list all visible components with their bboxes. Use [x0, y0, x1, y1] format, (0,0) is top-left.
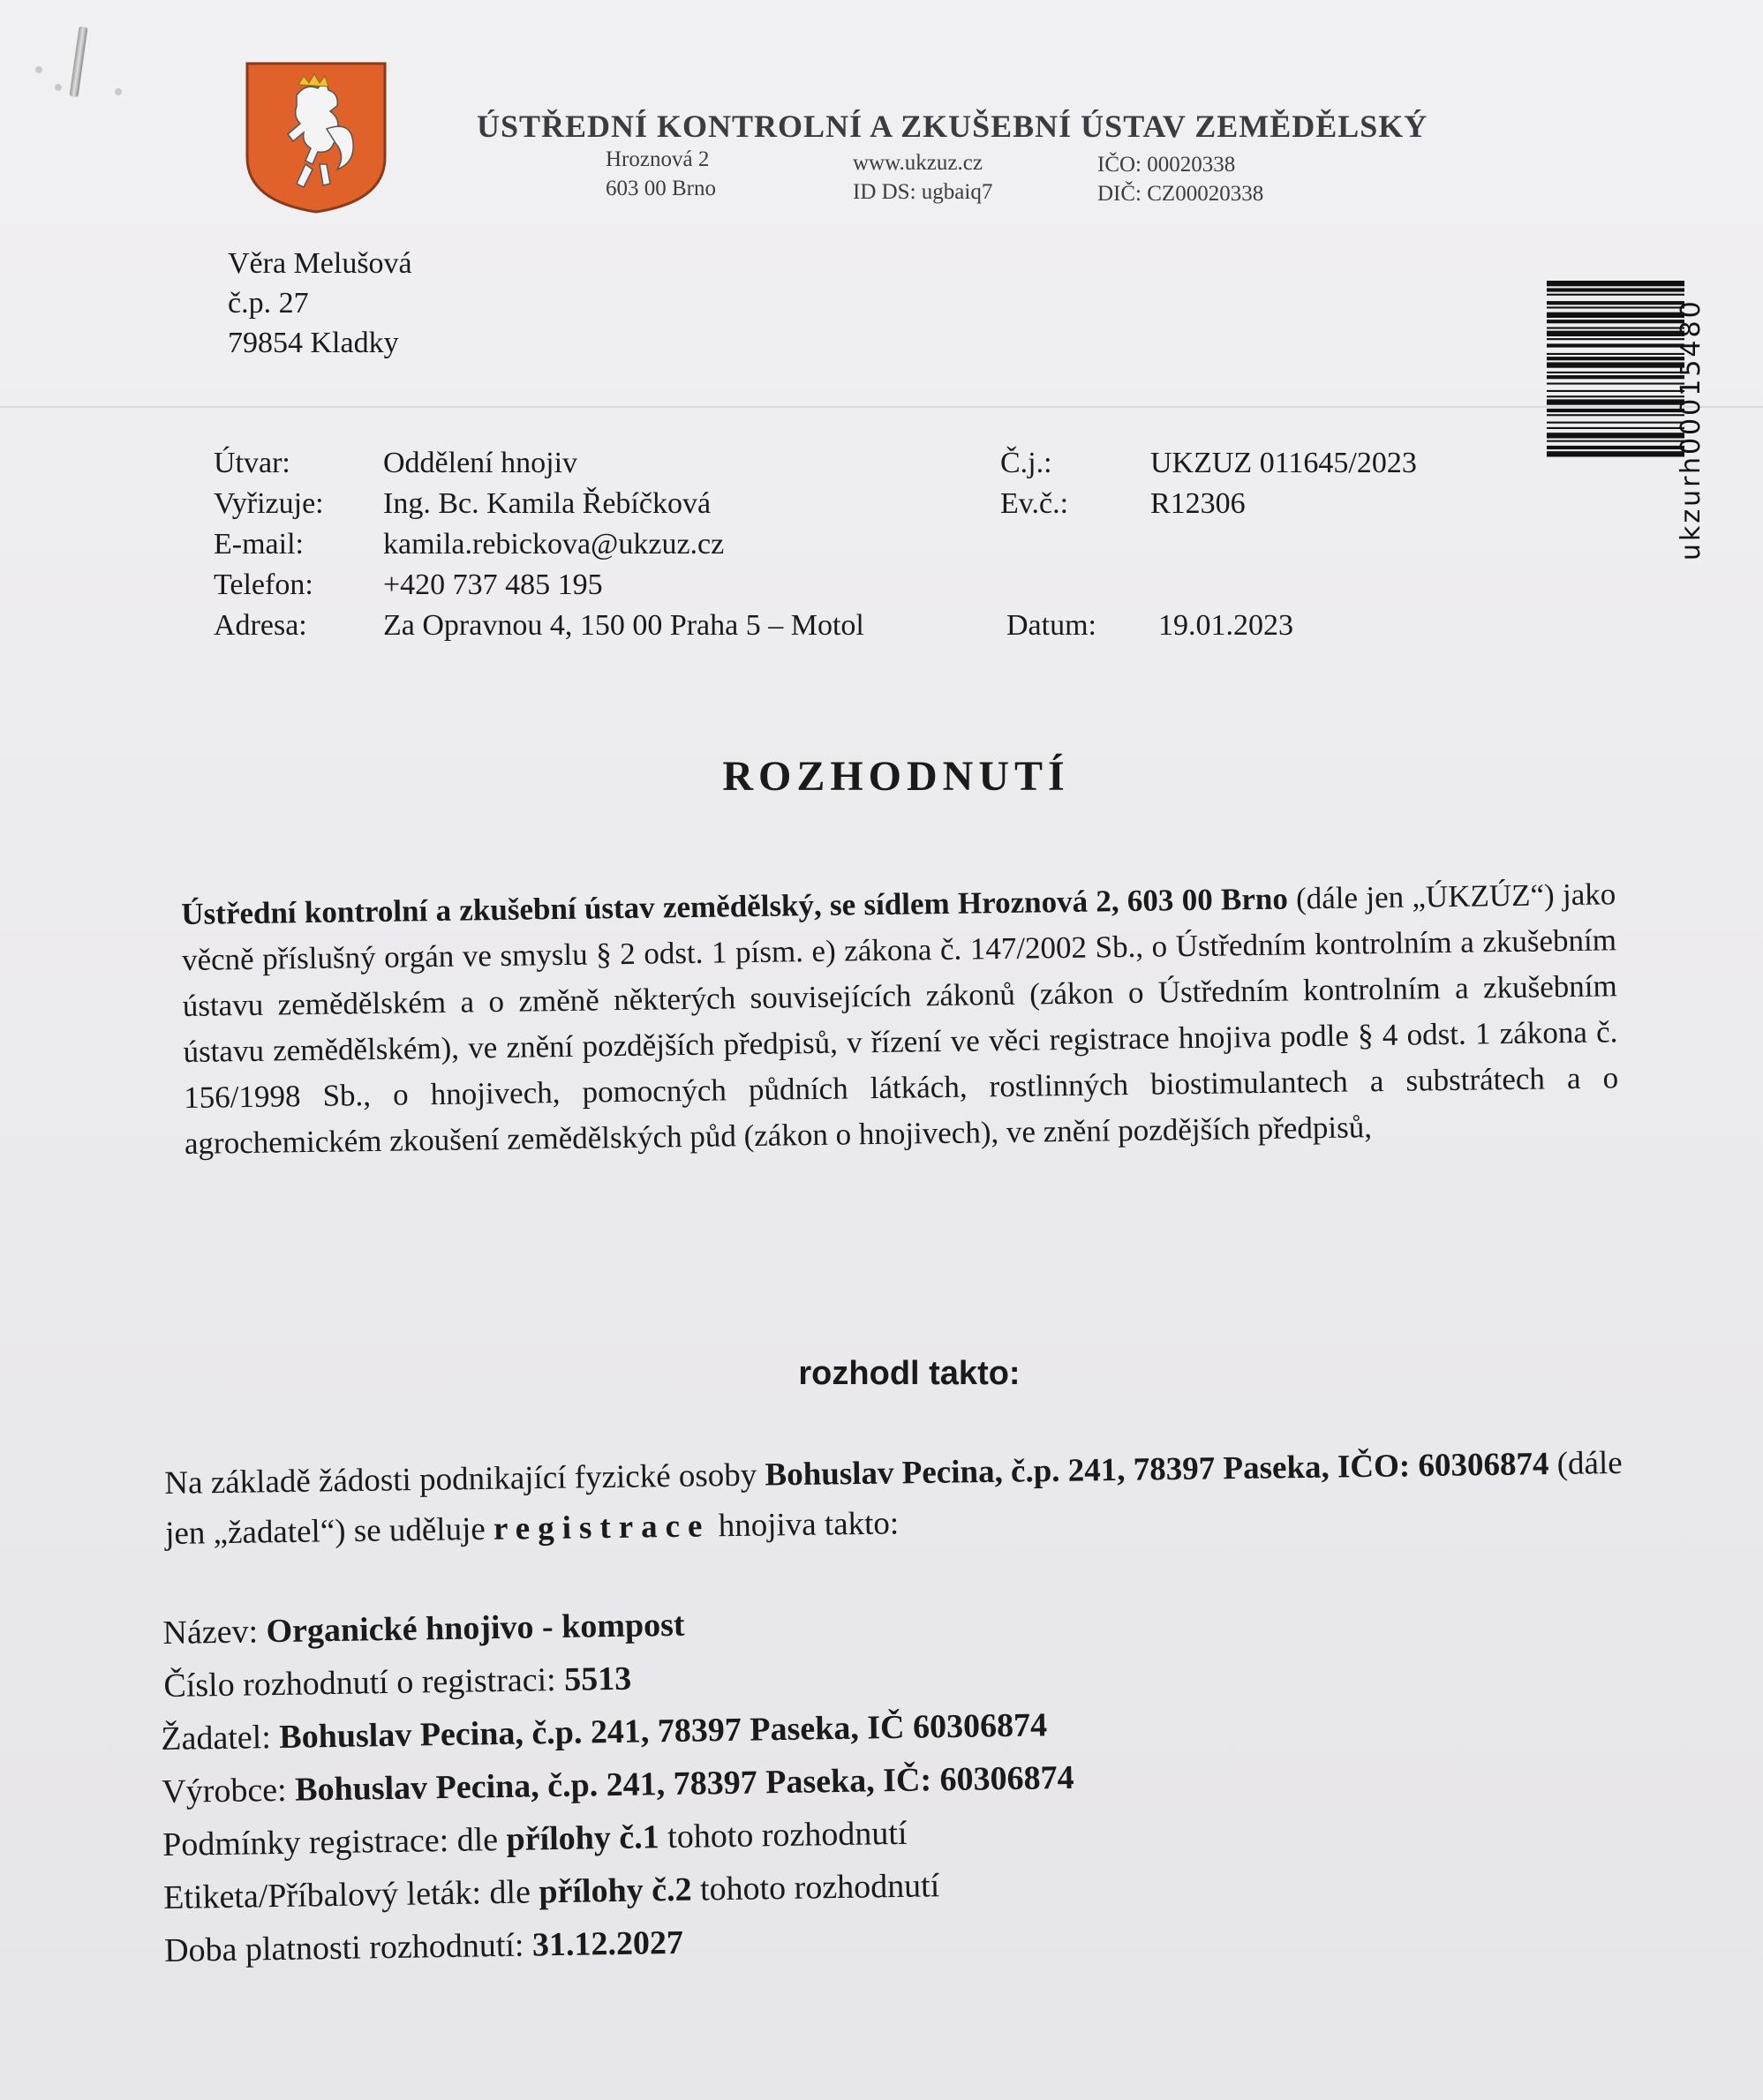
request-middle: (dále jen „žadatel“) se uděluje	[164, 1444, 1623, 1552]
barcode-bar	[1547, 446, 1684, 449]
value-email[interactable]: kamila.rebickova@ukzuz.cz	[383, 528, 725, 561]
label-department: Útvar:	[214, 447, 290, 479]
detail-applicant-label: Žadatel:	[161, 1718, 280, 1758]
barcode-bar	[1547, 353, 1684, 355]
label-phone: Telefon:	[214, 568, 313, 601]
barcode-bar	[1547, 395, 1684, 397]
request-prefix: Na základě žádosti podnikající fyzické osoby	[164, 1456, 765, 1502]
barcode-bar	[1547, 343, 1684, 347]
barcode-bar	[1547, 357, 1684, 360]
dic-number: DIČ: CZ00020338	[1097, 182, 1264, 206]
barcode-bar	[1547, 375, 1684, 379]
detail-number-value: 5513	[563, 1660, 632, 1698]
barcode-bar	[1547, 422, 1684, 424]
address-city: 603 00 Brno	[606, 177, 716, 200]
registration-details	[162, 1592, 1077, 1977]
request-applicant: Bohuslav Pecina, č.p. 241, 78397 Paseka, IČO: 60306874	[765, 1446, 1549, 1494]
header-address	[606, 145, 716, 203]
value-handler: Ing. Bc. Kamila Řebíčková	[383, 487, 712, 520]
recipient-street: č.p. 27	[228, 287, 309, 320]
barcode-bar	[1547, 440, 1684, 442]
address-street: Hroznová 2	[606, 147, 710, 171]
label-date: Datum:	[1006, 609, 1096, 642]
request-registration-word: registrace	[493, 1508, 711, 1547]
detail-applicant-value: Bohuslav Pecina, č.p. 241, 78397 Paseka, IČ 60306874	[278, 1706, 1048, 1756]
value-date: 19.01.2023	[1158, 609, 1293, 642]
barcode-bar	[1547, 372, 1684, 373]
info-values	[383, 443, 864, 646]
barcode-bar	[1547, 294, 1684, 296]
barcode-bar	[1547, 288, 1684, 291]
punch-mark	[55, 84, 62, 91]
punch-mark	[115, 88, 122, 95]
detail-conditions-suffix: tohoto rozhodnutí	[659, 1814, 908, 1856]
reference-values	[1150, 443, 1417, 524]
value-department: Oddělení hnojiv	[383, 447, 578, 479]
recipient-name: Věra Melušová	[228, 247, 412, 280]
barcode-bar	[1547, 320, 1684, 323]
website-link[interactable]: www.ukzuz.cz	[853, 151, 983, 175]
barcode-bar	[1547, 414, 1684, 416]
detail-conditions-annex: přílohy č.1	[506, 1818, 660, 1858]
decision-preamble	[181, 871, 1619, 1167]
document-title: ROZHODNUTÍ	[722, 753, 1070, 800]
info-labels	[214, 443, 324, 646]
barcode-bar	[1547, 383, 1684, 385]
detail-producer-value: Bohuslav Pecina, č.p. 241, 78397 Paseka, IČ: 60306874	[294, 1758, 1074, 1809]
paper-fold	[0, 406, 1763, 408]
reference-labels	[1000, 443, 1068, 524]
barcode-bar	[1547, 301, 1684, 305]
barcode-bar	[1547, 409, 1684, 412]
staple	[69, 26, 87, 98]
decision-heading: rozhodl takto:	[798, 1355, 1021, 1392]
barcode-bar	[1547, 331, 1684, 336]
label-handler: Vyřizuje:	[214, 487, 324, 520]
preamble-text: (dále jen „ÚKZÚZ“) jako věcně příslušný orgán ve smyslu § 2 odst. 1 písm. e) zákona č. 147/2002 Sb., o Ústředním kontrolním a zkušebním ústavu zemědělském a o změně některých souvisejících zákonů (zákon o Ústředním kontrolním a zkušebním ústavu zemědělském), ve znění pozdějších předpisů, v řízení ve věci registrace hnojiva podle § 4 odst. 1 zákona č. 156/1998 Sb., o hnojivech, pomocných půdních látkách, rostlinných biostimulantech a substrátech a o agrochemickém zkoušení zemědělských půd (zákon o hnojivech), ve znění pozdějších předpisů,	[181, 877, 1619, 1161]
recipient-address	[228, 244, 412, 363]
institution-name: ÚSTŘEDNÍ KONTROLNÍ A ZKUŠEBNÍ ÚSTAV ZEMĚDĚLSKÝ	[477, 109, 1428, 144]
value-reference-number: UKZUZ 011645/2023	[1150, 447, 1417, 479]
barcode-bar	[1547, 338, 1684, 340]
label-address: Adresa:	[214, 609, 307, 642]
request-paragraph	[164, 1438, 1648, 1559]
barcode-icon	[1547, 281, 1684, 567]
detail-conditions-prefix: Podmínky registrace: dle	[162, 1820, 507, 1864]
request-suffix: hnojiva takto:	[710, 1505, 900, 1545]
header-ids	[1097, 150, 1263, 208]
barcode-bar	[1547, 433, 1684, 438]
barcode-bar	[1547, 451, 1684, 456]
detail-name-value: Organické hnojivo - kompost	[266, 1606, 685, 1651]
barcode-bar	[1547, 281, 1684, 286]
barcode-bar	[1547, 327, 1684, 329]
value-phone: +420 737 485 195	[383, 568, 603, 601]
detail-name-label: Název:	[162, 1613, 267, 1652]
label-record-number: Ev.č.:	[1000, 487, 1069, 520]
value-address: Za Opravnou 4, 150 00 Praha 5 – Motol	[383, 609, 864, 642]
barcode-text: ukzurh00015480	[1676, 298, 1706, 561]
ico-number: IČO: 00020338	[1097, 153, 1236, 177]
barcode-bar	[1547, 306, 1684, 308]
label-email: E-mail:	[214, 528, 304, 561]
detail-label-suffix: tohoto rozhodnutí	[691, 1867, 940, 1908]
detail-validity-value: 31.12.2027	[531, 1923, 684, 1964]
barcode-bar	[1547, 312, 1684, 318]
recipient-city: 79854 Kladky	[228, 327, 399, 359]
barcode-bar	[1547, 390, 1684, 392]
value-record-number: R12306	[1150, 487, 1246, 520]
preamble-bold-intro: Ústřední kontrolní a zkušební ústav zemědělský, se sídlem Hroznová 2, 603 00 Brno	[181, 881, 1289, 931]
barcode-bar	[1547, 427, 1684, 429]
label-reference-number: Č.j.:	[1000, 447, 1052, 479]
detail-number-label: Číslo rozhodnutí o registraci:	[163, 1660, 565, 1705]
barcode-bar	[1547, 399, 1684, 404]
barcode-bar	[1547, 362, 1684, 367]
detail-validity-label: Doba platnosti rozhodnutí:	[163, 1926, 533, 1970]
detail-label-prefix: Etiketa/Příbalový leták: dle	[162, 1873, 539, 1917]
detail-label-annex: přílohy č.2	[539, 1870, 692, 1911]
punch-mark	[35, 66, 42, 73]
header-contact	[853, 148, 992, 207]
data-box-id: ID DS: ugbaiq7	[853, 180, 993, 204]
czech-lion-emblem-icon	[244, 60, 388, 215]
detail-producer-label: Výrobce:	[161, 1771, 296, 1811]
